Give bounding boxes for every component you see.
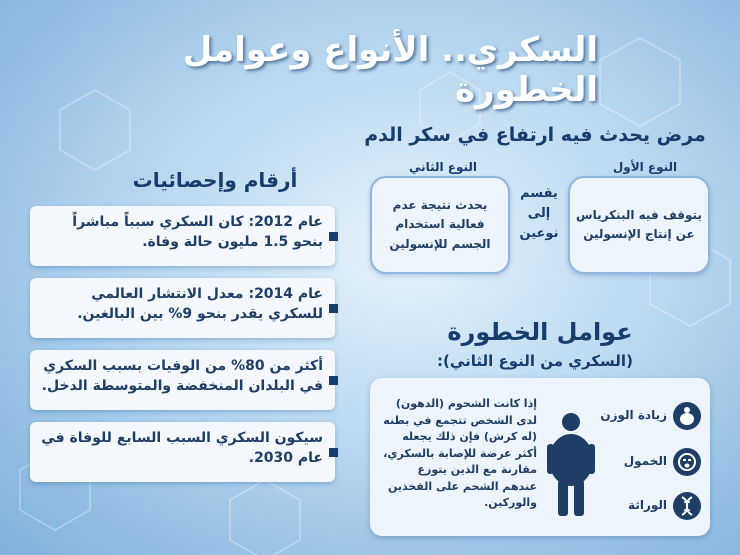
bullet-marker <box>329 304 338 313</box>
belly-fat-figure-icon <box>545 410 597 520</box>
stat-card <box>30 206 335 266</box>
page-title: السكري.. الأنواع وعوامل الخطورة <box>182 30 598 110</box>
risk-heading: عوامل الخطورة <box>447 318 633 346</box>
bullet-marker <box>329 376 338 385</box>
risk-factor-label: الوراثة <box>628 498 667 512</box>
split-label: يقسم إلى نوعين <box>519 186 559 242</box>
bullet-marker <box>329 232 338 241</box>
risk-description: إذا كانت الشحوم (الدهون) لدى الشخص تتجمع في بطنه (له كرش) فإن ذلك يجعله أكثر عرضة للإصابة بالسكري، مقارنة مع الذين يتوزع عندهم الشحم على الفخذين والوركين. <box>383 397 537 509</box>
types-heading: مرض يحدث فيه ارتفاع في سكر الدم <box>364 124 706 146</box>
type2-card <box>370 176 510 274</box>
risk-factor-heredity <box>610 490 705 524</box>
stat-text: أكثر من 80% من الوفيات بسبب السكري في البلدان المنخفضة والمتوسطة الدخل. <box>41 358 323 395</box>
overweight-icon <box>673 402 701 430</box>
stat-text: عام 2014: معدل الانتشار العالمي للسكري يقدر بنحو 9% بين البالغين. <box>77 286 323 323</box>
bullet-marker <box>329 448 338 457</box>
risk-factor-inactivity <box>610 446 705 480</box>
type1-card <box>568 176 710 274</box>
stat-text: عام 2012: كان السكري سبباً مباشراً بنحو 1.5 مليون حالة وفاة. <box>72 214 323 251</box>
dna-icon <box>673 492 701 520</box>
risk-factor-label: زيادة الوزن <box>600 408 667 422</box>
stats-heading: أرقام وإحصائيات <box>132 168 298 192</box>
risk-subheading: (السكري من النوع الثاني): <box>437 352 633 370</box>
type2-label: النوع الثاني <box>408 160 478 174</box>
stat-text: سيكون السكري السبب السابع للوفاة في عام 2030. <box>41 430 323 467</box>
risk-factor-label: الخمول <box>623 454 667 468</box>
type2-text: يحدث نتيجة عدم فعالية استخدام الجسم للإنسولين <box>389 198 491 251</box>
type1-label: النوع الأول <box>612 160 678 174</box>
risk-factor-overweight <box>600 400 705 434</box>
type1-text: يتوقف فيه البنكرياس عن إنتاج الإنسولين <box>576 207 702 241</box>
inactivity-icon <box>673 448 701 476</box>
stat-card <box>30 422 335 482</box>
stat-card <box>30 350 335 410</box>
stat-card <box>30 278 335 338</box>
